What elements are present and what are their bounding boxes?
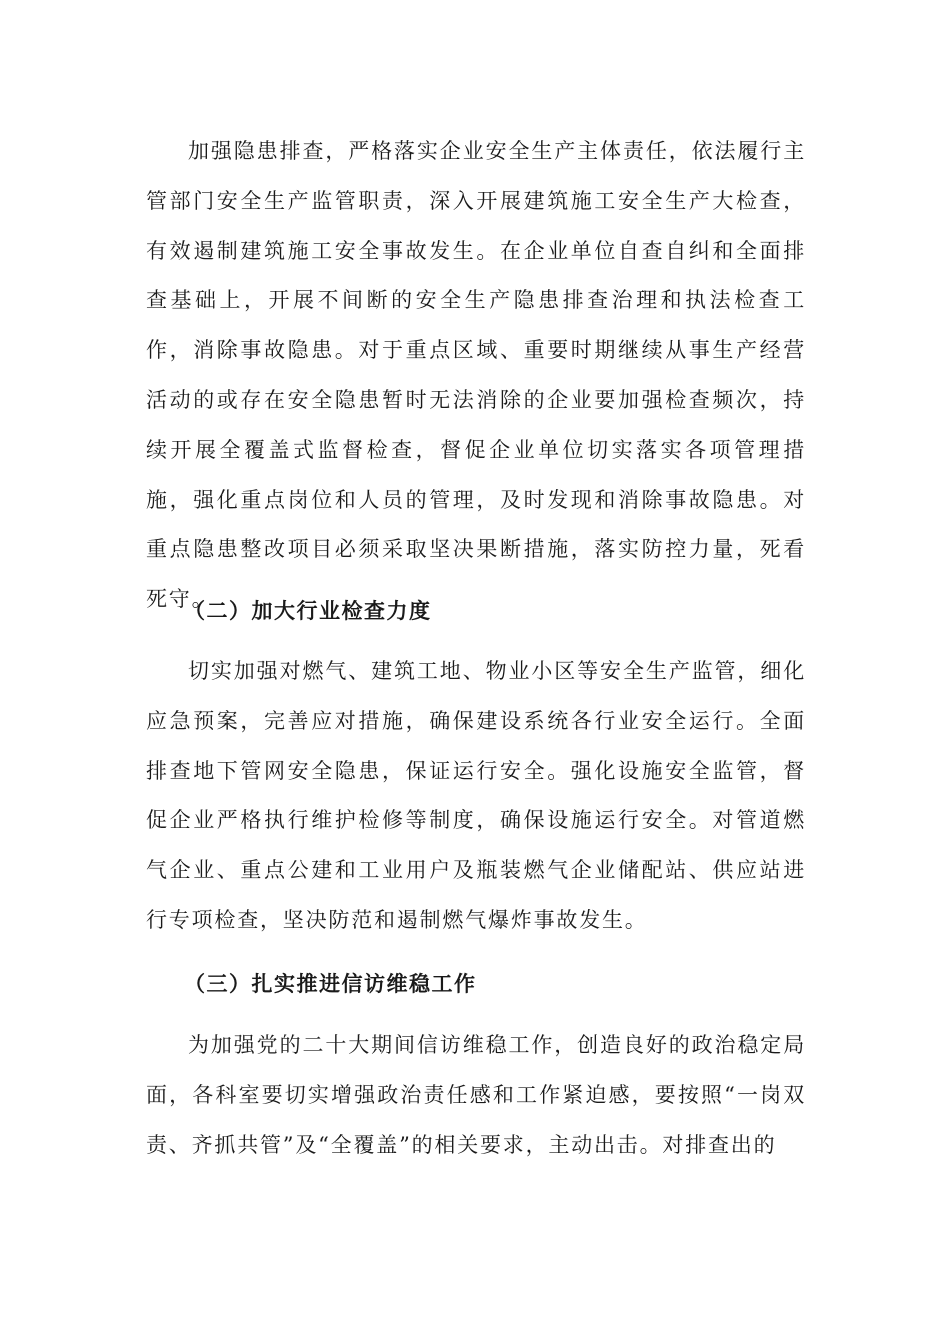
paragraph-petition-stability — [146, 1021, 806, 1170]
paragraph-text: 加强隐患排查，严格落实企业安全生产主体责任，依法履行主管部门安全生产监管职责，深入开展建筑施工安全生产大检查，有效遏制建筑施工安全事故发生。在企业单位自查自纠和全面排查基础上，开展不间断的安全生产隐患排查治理和执法检查工作，消除事故隐患。对于重点区域、重要时期继续从事生产经营活动的或存在安全隐患暂时无法消除的企业要加强检查频次，持续开展全覆盖式监督检查，督促企业单位切实落实各项管理措施，强化重点岗位和人员的管理，及时发现和消除事故隐患。对重点隐患整改项目必须采取坚决果断措施，落实防控力量，死看死守。 — [146, 139, 806, 612]
paragraph-industry-inspection — [146, 647, 806, 946]
paragraph-text: 为加强党的二十大期间信访维稳工作，创造良好的政治稳定局面，各科室要切实增强政治责任感和工作紧迫感，要按照“一岗双责、齐抓共管”及“全覆盖”的相关要求，主动出击。对排查出的 — [146, 1033, 806, 1157]
heading-text: （三）扎实推进信访维稳工作 — [184, 972, 477, 996]
paragraph-text: 切实加强对燃气、建筑工地、物业小区等安全生产监管，细化应急预案，完善应对措施，确保建设系统各行业安全运行。全面排查地下管网安全隐患，保证运行安全。强化设施安全监管，督促企业严格执行维护检修等制度，确保设施运行安全。对管道燃气企业、重点公建和工业用户及瓶装燃气企业储配站、供应站进行专项检查，坚决防范和遏制燃气爆炸事故发生。 — [146, 659, 806, 932]
heading-text: （二）加大行业检查力度 — [184, 599, 432, 623]
paragraph-hazard-inspection — [146, 127, 806, 625]
section-heading-petition-stability — [146, 969, 806, 999]
section-heading-industry-inspection — [146, 596, 806, 626]
